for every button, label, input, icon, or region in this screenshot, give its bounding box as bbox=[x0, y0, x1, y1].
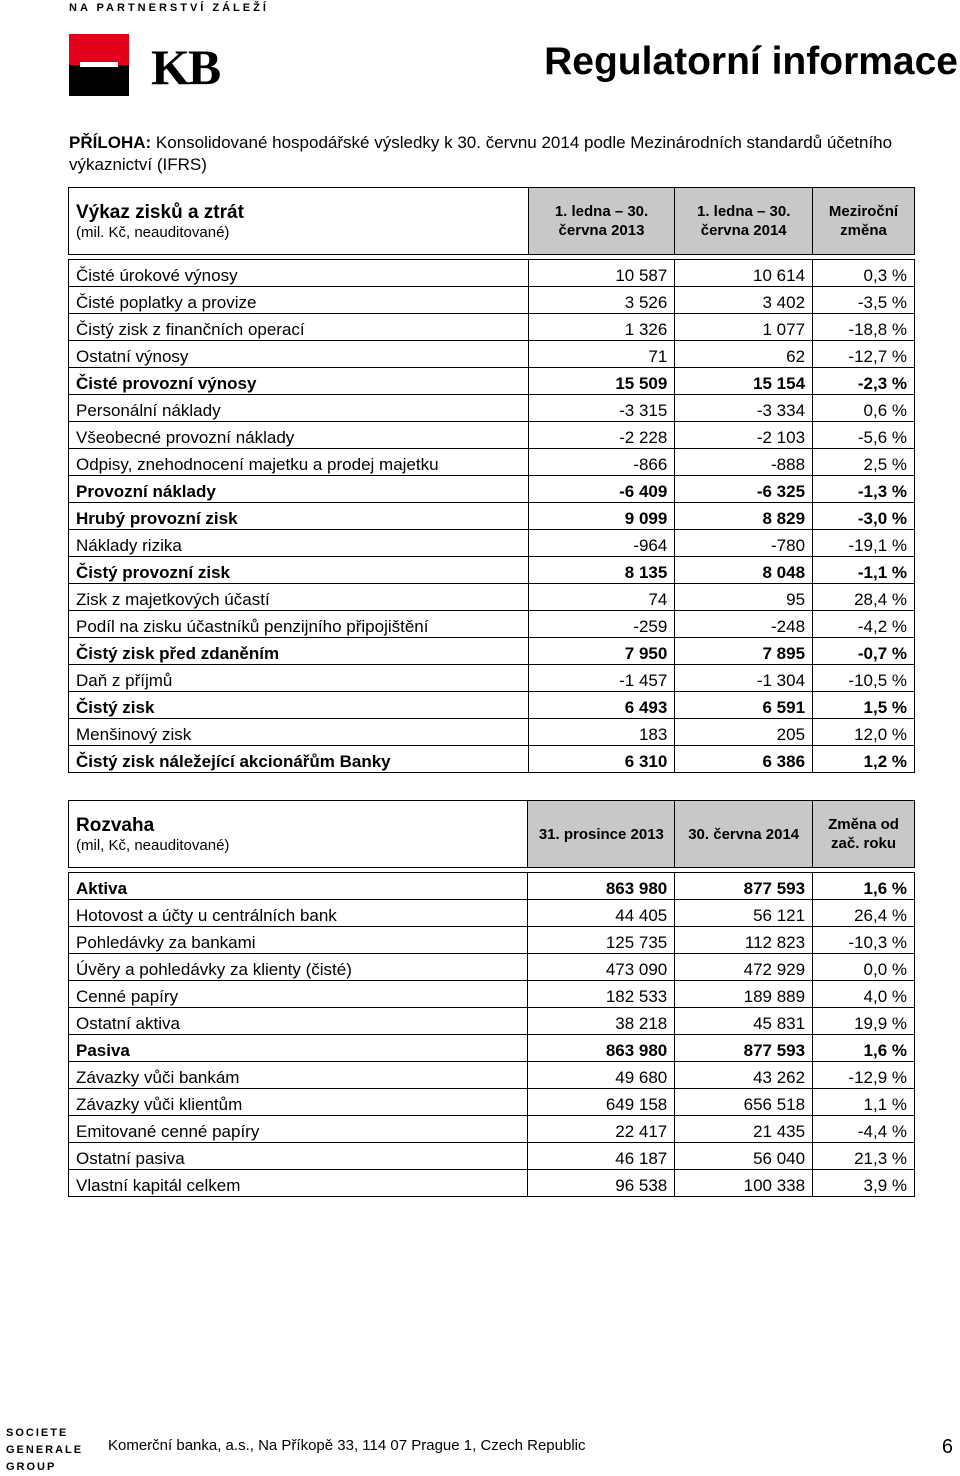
row-value: -3 315 bbox=[528, 395, 675, 422]
row-label: Hrubý provozní zisk bbox=[69, 503, 529, 530]
row-value: 38 218 bbox=[528, 1008, 675, 1035]
table-row bbox=[69, 873, 915, 900]
table-row bbox=[69, 954, 915, 981]
table-row bbox=[69, 422, 915, 449]
kb-logo bbox=[69, 34, 249, 96]
table-row bbox=[69, 611, 915, 638]
row-value: -1 457 bbox=[528, 665, 675, 692]
annex-label: PŘÍLOHA: bbox=[69, 133, 152, 152]
row-label: Cenné papíry bbox=[69, 981, 528, 1008]
row-label: Pasiva bbox=[69, 1035, 528, 1062]
row-label: Vlastní kapitál celkem bbox=[69, 1170, 528, 1197]
row-change: -10,3 % bbox=[813, 927, 915, 954]
row-label: Ostatní výnosy bbox=[69, 341, 529, 368]
table-row bbox=[69, 314, 915, 341]
row-value: 7 950 bbox=[528, 638, 675, 665]
row-value: -1 304 bbox=[675, 665, 813, 692]
annex-text: Konsolidované hospodářské výsledky k 30. červnu 2014 podle Mezinárodních standardů účetního výkaznictví (IFRS) bbox=[69, 133, 893, 174]
row-change: -1,1 % bbox=[813, 557, 915, 584]
row-change: 0,3 % bbox=[813, 260, 915, 287]
row-value: -3 334 bbox=[675, 395, 813, 422]
row-value: 189 889 bbox=[675, 981, 813, 1008]
row-value: 473 090 bbox=[528, 954, 675, 981]
row-change: 28,4 % bbox=[813, 584, 915, 611]
row-change: -5,6 % bbox=[813, 422, 915, 449]
row-label: Pohledávky za bankami bbox=[69, 927, 528, 954]
row-change: -18,8 % bbox=[813, 314, 915, 341]
kb-logo-text: KB bbox=[151, 39, 220, 95]
row-value: 10 614 bbox=[675, 260, 813, 287]
row-label: Čistý zisk bbox=[69, 692, 529, 719]
row-value: -248 bbox=[675, 611, 813, 638]
table-row bbox=[69, 638, 915, 665]
row-change: 1,2 % bbox=[813, 746, 915, 773]
row-label: Čistý zisk náležející akcionářům Banky bbox=[69, 746, 529, 773]
table-row bbox=[69, 1035, 915, 1062]
table-row bbox=[69, 260, 915, 287]
row-change: 19,9 % bbox=[813, 1008, 915, 1035]
row-value: 8 829 bbox=[675, 503, 813, 530]
row-value: -259 bbox=[528, 611, 675, 638]
table-row bbox=[69, 584, 915, 611]
row-value: 62 bbox=[675, 341, 813, 368]
income-statement-subtitle: (mil. Kč, neauditované) bbox=[76, 223, 230, 241]
column-header: 1. ledna – 30. června 2013 bbox=[528, 188, 675, 255]
balance-sheet-title: Rozvaha bbox=[76, 814, 155, 836]
column-header: 30. června 2014 bbox=[675, 801, 813, 868]
row-value: 43 262 bbox=[675, 1062, 813, 1089]
page-title: Regulatorní informace bbox=[544, 40, 958, 83]
sg-logo-line: SOCIETE bbox=[6, 1427, 69, 1439]
table-row bbox=[69, 692, 915, 719]
column-header: Změna od zač. roku bbox=[813, 801, 915, 868]
row-value: 649 158 bbox=[528, 1089, 675, 1116]
row-value: -888 bbox=[675, 449, 813, 476]
row-value: 8 048 bbox=[675, 557, 813, 584]
row-label: Čistý zisk z finančních operací bbox=[69, 314, 529, 341]
row-value: 74 bbox=[528, 584, 675, 611]
row-value: 22 417 bbox=[528, 1116, 675, 1143]
row-value: -866 bbox=[528, 449, 675, 476]
row-label: Čistý zisk před zdaněním bbox=[69, 638, 529, 665]
page-number: 6 bbox=[941, 1436, 953, 1458]
row-value: 877 593 bbox=[675, 873, 813, 900]
balance-sheet-table bbox=[68, 800, 915, 1197]
row-value: 8 135 bbox=[528, 557, 675, 584]
table-row bbox=[69, 1170, 915, 1197]
row-value: 56 121 bbox=[675, 900, 813, 927]
table-row bbox=[69, 530, 915, 557]
row-label: Čisté provozní výnosy bbox=[69, 368, 529, 395]
row-label: Čistý provozní zisk bbox=[69, 557, 529, 584]
row-label: Aktiva bbox=[69, 873, 528, 900]
row-change: -19,1 % bbox=[813, 530, 915, 557]
income-statement-rows bbox=[69, 260, 915, 773]
column-header: Meziroční změna bbox=[813, 188, 915, 255]
table-row bbox=[69, 368, 915, 395]
table-row bbox=[69, 1116, 915, 1143]
row-label: Personální náklady bbox=[69, 395, 529, 422]
row-value: 112 823 bbox=[675, 927, 813, 954]
row-change: -4,4 % bbox=[813, 1116, 915, 1143]
row-change: -1,3 % bbox=[813, 476, 915, 503]
row-change: 1,5 % bbox=[813, 692, 915, 719]
row-label: Závazky vůči bankám bbox=[69, 1062, 528, 1089]
row-change: -2,3 % bbox=[813, 368, 915, 395]
table-row bbox=[69, 476, 915, 503]
row-value: -2 228 bbox=[528, 422, 675, 449]
row-value: 877 593 bbox=[675, 1035, 813, 1062]
table-row bbox=[69, 1089, 915, 1116]
row-change: 1,1 % bbox=[813, 1089, 915, 1116]
row-value: 71 bbox=[528, 341, 675, 368]
row-value: 56 040 bbox=[675, 1143, 813, 1170]
sg-logo-line: GENERALE bbox=[6, 1444, 84, 1456]
income-statement-title: Výkaz zisků a ztrát bbox=[76, 201, 244, 223]
row-value: 6 591 bbox=[675, 692, 813, 719]
row-label: Podíl na zisku účastníků penzijního připojištění bbox=[69, 611, 529, 638]
row-change: 0,6 % bbox=[813, 395, 915, 422]
kb-logo-mark bbox=[69, 34, 129, 96]
row-change: 4,0 % bbox=[813, 981, 915, 1008]
table-row bbox=[69, 287, 915, 314]
table-row bbox=[69, 746, 915, 773]
row-value: 183 bbox=[528, 719, 675, 746]
row-value: 100 338 bbox=[675, 1170, 813, 1197]
row-label: Všeobecné provozní náklady bbox=[69, 422, 529, 449]
row-label: Zisk z majetkových účastí bbox=[69, 584, 529, 611]
row-value: 9 099 bbox=[528, 503, 675, 530]
row-value: 3 402 bbox=[675, 287, 813, 314]
table-row bbox=[69, 341, 915, 368]
row-value: 45 831 bbox=[675, 1008, 813, 1035]
column-header: 1. ledna – 30. června 2014 bbox=[675, 188, 813, 255]
annex-heading bbox=[69, 132, 959, 176]
row-value: -964 bbox=[528, 530, 675, 557]
row-change: 26,4 % bbox=[813, 900, 915, 927]
row-value: 10 587 bbox=[528, 260, 675, 287]
row-value: 863 980 bbox=[528, 873, 675, 900]
row-value: 15 509 bbox=[528, 368, 675, 395]
row-label: Čisté úrokové výnosy bbox=[69, 260, 529, 287]
row-label: Hotovost a účty u centrálních bank bbox=[69, 900, 528, 927]
row-change: 1,6 % bbox=[813, 873, 915, 900]
row-label: Ostatní aktiva bbox=[69, 1008, 528, 1035]
row-label: Náklady rizika bbox=[69, 530, 529, 557]
row-change: 3,9 % bbox=[813, 1170, 915, 1197]
row-value: 96 538 bbox=[528, 1170, 675, 1197]
row-label: Ostatní pasiva bbox=[69, 1143, 528, 1170]
row-label: Provozní náklady bbox=[69, 476, 529, 503]
row-change: -4,2 % bbox=[813, 611, 915, 638]
row-change: 12,0 % bbox=[813, 719, 915, 746]
balance-sheet-subtitle: (mil, Kč, neauditované) bbox=[76, 836, 230, 854]
row-value: 44 405 bbox=[528, 900, 675, 927]
row-label: Daň z příjmů bbox=[69, 665, 529, 692]
footer-address: Komerční banka, a.s., Na Příkopě 33, 114 07 Prague 1, Czech Republic bbox=[108, 1437, 586, 1454]
sg-logo-line: GROUP bbox=[6, 1461, 57, 1473]
balance-sheet-header bbox=[69, 801, 915, 868]
row-label: Úvěry a pohledávky za klienty (čisté) bbox=[69, 954, 528, 981]
table-row bbox=[69, 1143, 915, 1170]
table-row bbox=[69, 1008, 915, 1035]
table-row bbox=[69, 927, 915, 954]
row-value: 472 929 bbox=[675, 954, 813, 981]
row-value: -780 bbox=[675, 530, 813, 557]
row-label: Odpisy, znehodnocení majetku a prodej majetku bbox=[69, 449, 529, 476]
row-label: Čisté poplatky a provize bbox=[69, 287, 529, 314]
row-value: -2 103 bbox=[675, 422, 813, 449]
income-statement-header bbox=[69, 188, 915, 255]
row-value: 6 386 bbox=[675, 746, 813, 773]
row-change: -12,7 % bbox=[813, 341, 915, 368]
table-row bbox=[69, 449, 915, 476]
table-row bbox=[69, 981, 915, 1008]
row-change: -10,5 % bbox=[813, 665, 915, 692]
row-value: 3 526 bbox=[528, 287, 675, 314]
row-value: 95 bbox=[675, 584, 813, 611]
row-change: -12,9 % bbox=[813, 1062, 915, 1089]
table-row bbox=[69, 1062, 915, 1089]
row-change: 0,0 % bbox=[813, 954, 915, 981]
tagline: NA PARTNERSTVÍ ZÁLEŽÍ bbox=[69, 2, 269, 14]
row-label: Menšinový zisk bbox=[69, 719, 529, 746]
row-value: 15 154 bbox=[675, 368, 813, 395]
row-value: 1 077 bbox=[675, 314, 813, 341]
table-row bbox=[69, 665, 915, 692]
row-value: 1 326 bbox=[528, 314, 675, 341]
row-value: 125 735 bbox=[528, 927, 675, 954]
row-change: 2,5 % bbox=[813, 449, 915, 476]
row-value: 182 533 bbox=[528, 981, 675, 1008]
row-value: -6 325 bbox=[675, 476, 813, 503]
row-change: 1,6 % bbox=[813, 1035, 915, 1062]
row-value: 656 518 bbox=[675, 1089, 813, 1116]
row-value: 49 680 bbox=[528, 1062, 675, 1089]
table-row bbox=[69, 557, 915, 584]
row-change: 21,3 % bbox=[813, 1143, 915, 1170]
row-value: 863 980 bbox=[528, 1035, 675, 1062]
income-statement-table bbox=[68, 187, 915, 773]
row-change: -3,5 % bbox=[813, 287, 915, 314]
row-label: Závazky vůči klientům bbox=[69, 1089, 528, 1116]
row-value: 21 435 bbox=[675, 1116, 813, 1143]
societe-generale-logo bbox=[6, 1425, 83, 1476]
column-header: 31. prosince 2013 bbox=[528, 801, 675, 868]
row-value: 46 187 bbox=[528, 1143, 675, 1170]
row-value: 6 310 bbox=[528, 746, 675, 773]
row-value: 205 bbox=[675, 719, 813, 746]
table-row bbox=[69, 503, 915, 530]
row-label: Emitované cenné papíry bbox=[69, 1116, 528, 1143]
row-value: 6 493 bbox=[528, 692, 675, 719]
row-change: -0,7 % bbox=[813, 638, 915, 665]
table-row bbox=[69, 395, 915, 422]
balance-sheet-rows bbox=[69, 873, 915, 1197]
table-row bbox=[69, 900, 915, 927]
row-value: -6 409 bbox=[528, 476, 675, 503]
table-row bbox=[69, 719, 915, 746]
row-change: -3,0 % bbox=[813, 503, 915, 530]
row-value: 7 895 bbox=[675, 638, 813, 665]
